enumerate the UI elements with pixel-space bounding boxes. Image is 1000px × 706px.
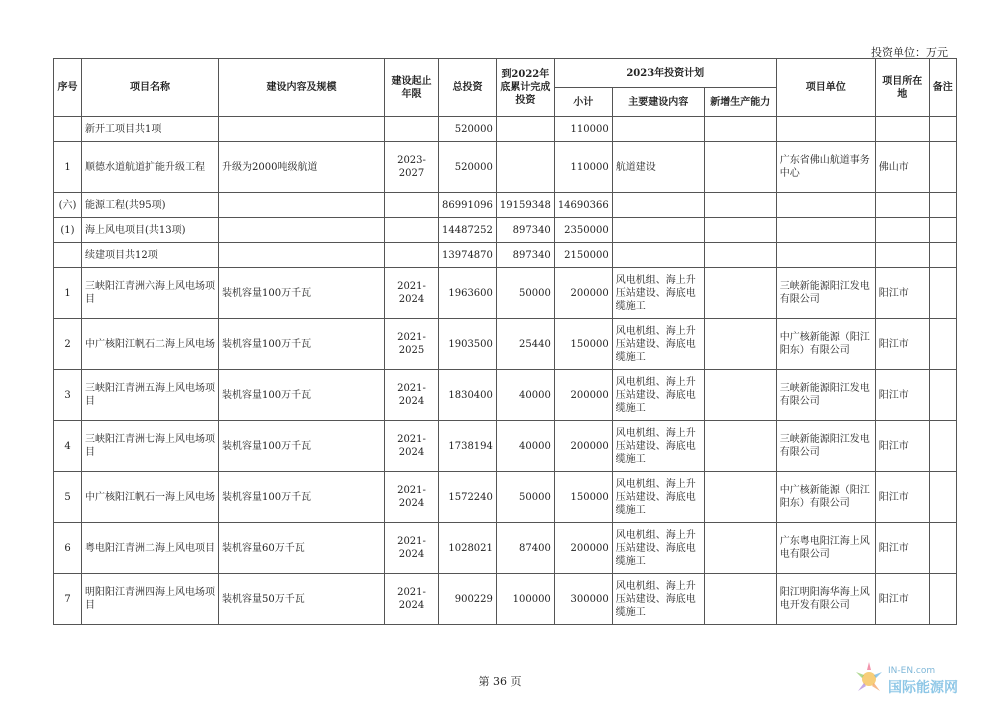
cell-years: 2021-2024 [385, 421, 439, 472]
cell-name: 中广核阳江帆石二海上风电场 [82, 319, 219, 370]
cell-main: 航道建设 [612, 142, 704, 193]
cell-main: 风电机组、海上升压站建设、海底电缆施工 [612, 319, 704, 370]
cell-content: 装机容量60万千瓦 [219, 523, 385, 574]
cell-name: 续建项目共12项 [82, 243, 219, 268]
header-total: 总投资 [439, 59, 497, 117]
header-plan: 2023年投资计划 [554, 59, 776, 88]
cell-capacity [704, 193, 776, 218]
cell-name: 三峡阳江青洲七海上风电场项目 [82, 421, 219, 472]
cell-total: 1830400 [439, 370, 497, 421]
header-name: 项目名称 [82, 59, 219, 117]
table-row [54, 268, 957, 319]
cell-seq: (六) [54, 193, 82, 218]
cell-location: 阳江市 [875, 472, 929, 523]
cell-name: 明阳阳江青洲四海上风电场项目 [82, 574, 219, 625]
summary-row [54, 218, 957, 243]
cell-capacity [704, 268, 776, 319]
cell-unit: 三峡新能源阳江发电有限公司 [776, 268, 875, 319]
cell-unit: 中广核新能源（阳江阳东）有限公司 [776, 319, 875, 370]
header-main: 主要建设内容 [612, 88, 704, 117]
cell-content [219, 218, 385, 243]
cell-capacity [704, 523, 776, 574]
header-capacity: 新增生产能力 [704, 88, 776, 117]
cell-capacity [704, 370, 776, 421]
cell-content [219, 193, 385, 218]
cell-years: 2021-2024 [385, 574, 439, 625]
header-subtotal: 小计 [554, 88, 612, 117]
cell-remark [929, 193, 956, 218]
cell-remark [929, 218, 956, 243]
cell-years: 2021-2024 [385, 472, 439, 523]
cell-remark [929, 319, 956, 370]
table-row [54, 421, 957, 472]
cell-total: 1963600 [439, 268, 497, 319]
cell-location [875, 193, 929, 218]
cell-location: 阳江市 [875, 268, 929, 319]
cell-subtotal: 110000 [554, 117, 612, 142]
cell-content: 装机容量100万千瓦 [219, 319, 385, 370]
cell-cumulative: 25440 [496, 319, 554, 370]
cell-main: 风电机组、海上升压站建设、海底电缆施工 [612, 472, 704, 523]
cell-location: 阳江市 [875, 319, 929, 370]
table-row [54, 472, 957, 523]
cell-seq [54, 243, 82, 268]
cell-capacity [704, 243, 776, 268]
summary-row [54, 117, 957, 142]
cell-seq: 2 [54, 319, 82, 370]
unit-note: 投资单位：万元 [871, 46, 948, 59]
cell-seq: (1) [54, 218, 82, 243]
cell-main: 风电机组、海上升压站建设、海底电缆施工 [612, 421, 704, 472]
cell-name: 能源工程(共95项) [82, 193, 219, 218]
cell-remark [929, 370, 956, 421]
cell-location [875, 243, 929, 268]
table-row [54, 142, 957, 193]
cell-years [385, 193, 439, 218]
cell-cumulative: 40000 [496, 421, 554, 472]
cell-location: 阳江市 [875, 523, 929, 574]
cell-cumulative: 87400 [496, 523, 554, 574]
cell-unit [776, 117, 875, 142]
cell-cumulative [496, 142, 554, 193]
cell-seq: 3 [54, 370, 82, 421]
cell-content: 装机容量100万千瓦 [219, 370, 385, 421]
cell-main [612, 243, 704, 268]
cell-total: 1028021 [439, 523, 497, 574]
cell-total: 520000 [439, 117, 497, 142]
cell-seq: 1 [54, 142, 82, 193]
cell-remark [929, 421, 956, 472]
cell-remark [929, 523, 956, 574]
cell-total: 86991096 [439, 193, 497, 218]
table-row [54, 370, 957, 421]
cell-location [875, 117, 929, 142]
sun-icon [856, 662, 882, 691]
cell-content: 装机容量100万千瓦 [219, 472, 385, 523]
cell-total: 14487252 [439, 218, 497, 243]
cell-main: 风电机组、海上升压站建设、海底电缆施工 [612, 370, 704, 421]
cell-total: 13974870 [439, 243, 497, 268]
cell-cumulative: 897340 [496, 218, 554, 243]
cell-remark [929, 142, 956, 193]
cell-cumulative: 40000 [496, 370, 554, 421]
cell-total: 520000 [439, 142, 497, 193]
table-row [54, 523, 957, 574]
watermark-bottom: 国际能源网 [888, 680, 958, 696]
cell-main [612, 193, 704, 218]
page-footer: 第 36 页 [478, 675, 522, 688]
cell-name: 三峡阳江青洲六海上风电场项目 [82, 268, 219, 319]
cell-unit [776, 193, 875, 218]
cell-unit: 中广核新能源（阳江阳东）有限公司 [776, 472, 875, 523]
cell-name: 顺德水道航道扩能升级工程 [82, 142, 219, 193]
header-seq: 序号 [54, 59, 82, 117]
cell-capacity [704, 574, 776, 625]
cell-content: 升级为2000吨级航道 [219, 142, 385, 193]
cell-subtotal: 150000 [554, 319, 612, 370]
cell-remark [929, 243, 956, 268]
cell-main: 风电机组、海上升压站建设、海底电缆施工 [612, 523, 704, 574]
cell-total: 1738194 [439, 421, 497, 472]
cell-years [385, 243, 439, 268]
cell-seq: 5 [54, 472, 82, 523]
cell-years [385, 117, 439, 142]
table-row [54, 574, 957, 625]
table-body [54, 117, 957, 625]
cell-content: 装机容量50万千瓦 [219, 574, 385, 625]
watermark-top: IN-EN.com [888, 666, 936, 676]
header-content: 建设内容及规模 [219, 59, 385, 117]
cell-seq: 1 [54, 268, 82, 319]
watermark-logo [852, 658, 972, 700]
cell-subtotal: 200000 [554, 421, 612, 472]
cell-remark [929, 574, 956, 625]
cell-name: 粤电阳江青洲二海上风电项目 [82, 523, 219, 574]
cell-name: 新开工项目共1项 [82, 117, 219, 142]
cell-remark [929, 472, 956, 523]
cell-seq [54, 117, 82, 142]
cell-unit: 三峡新能源阳江发电有限公司 [776, 421, 875, 472]
cell-main: 风电机组、海上升压站建设、海底电缆施工 [612, 268, 704, 319]
cell-main [612, 117, 704, 142]
cell-total: 1572240 [439, 472, 497, 523]
cell-cumulative: 897340 [496, 243, 554, 268]
cell-content [219, 243, 385, 268]
cell-cumulative: 50000 [496, 268, 554, 319]
cell-cumulative: 50000 [496, 472, 554, 523]
cell-name: 三峡阳江青洲五海上风电场项目 [82, 370, 219, 421]
cell-subtotal: 200000 [554, 523, 612, 574]
cell-name: 中广核阳江帆石一海上风电场 [82, 472, 219, 523]
cell-main: 风电机组、海上升压站建设、海底电缆施工 [612, 574, 704, 625]
cell-years: 2023-2027 [385, 142, 439, 193]
cell-location: 阳江市 [875, 370, 929, 421]
header-location: 项目所在地 [875, 59, 929, 117]
header-years: 建设起止年限 [385, 59, 439, 117]
cell-name: 海上风电项目(共13项) [82, 218, 219, 243]
cell-total: 900229 [439, 574, 497, 625]
header-remark: 备注 [929, 59, 956, 117]
header-cumulative: 到2022年底累计完成投资 [496, 59, 554, 117]
summary-row [54, 193, 957, 218]
cell-cumulative [496, 117, 554, 142]
cell-years: 2021-2024 [385, 370, 439, 421]
cell-subtotal: 300000 [554, 574, 612, 625]
cell-cumulative: 19159348 [496, 193, 554, 218]
cell-capacity [704, 421, 776, 472]
cell-subtotal: 2150000 [554, 243, 612, 268]
cell-unit: 广东粤电阳江海上风电有限公司 [776, 523, 875, 574]
cell-unit: 广东省佛山航道事务中心 [776, 142, 875, 193]
cell-total: 1903500 [439, 319, 497, 370]
cell-unit [776, 243, 875, 268]
cell-capacity [704, 218, 776, 243]
cell-years: 2021-2024 [385, 268, 439, 319]
cell-seq: 4 [54, 421, 82, 472]
table-row [54, 319, 957, 370]
cell-location: 佛山市 [875, 142, 929, 193]
cell-content: 装机容量100万千瓦 [219, 421, 385, 472]
cell-subtotal: 150000 [554, 472, 612, 523]
cell-remark [929, 268, 956, 319]
cell-subtotal: 110000 [554, 142, 612, 193]
summary-row [54, 243, 957, 268]
cell-remark [929, 117, 956, 142]
cell-subtotal: 200000 [554, 268, 612, 319]
cell-years: 2021-2025 [385, 319, 439, 370]
cell-cumulative: 100000 [496, 574, 554, 625]
cell-subtotal: 14690366 [554, 193, 612, 218]
cell-seq: 7 [54, 574, 82, 625]
cell-capacity [704, 319, 776, 370]
cell-content: 装机容量100万千瓦 [219, 268, 385, 319]
cell-content [219, 117, 385, 142]
cell-subtotal: 200000 [554, 370, 612, 421]
header-unit: 项目单位 [776, 59, 875, 117]
investment-table [53, 58, 957, 625]
cell-unit [776, 218, 875, 243]
cell-main [612, 218, 704, 243]
cell-seq: 6 [54, 523, 82, 574]
cell-capacity [704, 472, 776, 523]
cell-location [875, 218, 929, 243]
cell-capacity [704, 142, 776, 193]
cell-years: 2021-2024 [385, 523, 439, 574]
cell-subtotal: 2350000 [554, 218, 612, 243]
cell-unit: 阳江明阳海华海上风电开发有限公司 [776, 574, 875, 625]
cell-location: 阳江市 [875, 574, 929, 625]
cell-location: 阳江市 [875, 421, 929, 472]
cell-capacity [704, 117, 776, 142]
cell-years [385, 218, 439, 243]
cell-unit: 三峡新能源阳江发电有限公司 [776, 370, 875, 421]
